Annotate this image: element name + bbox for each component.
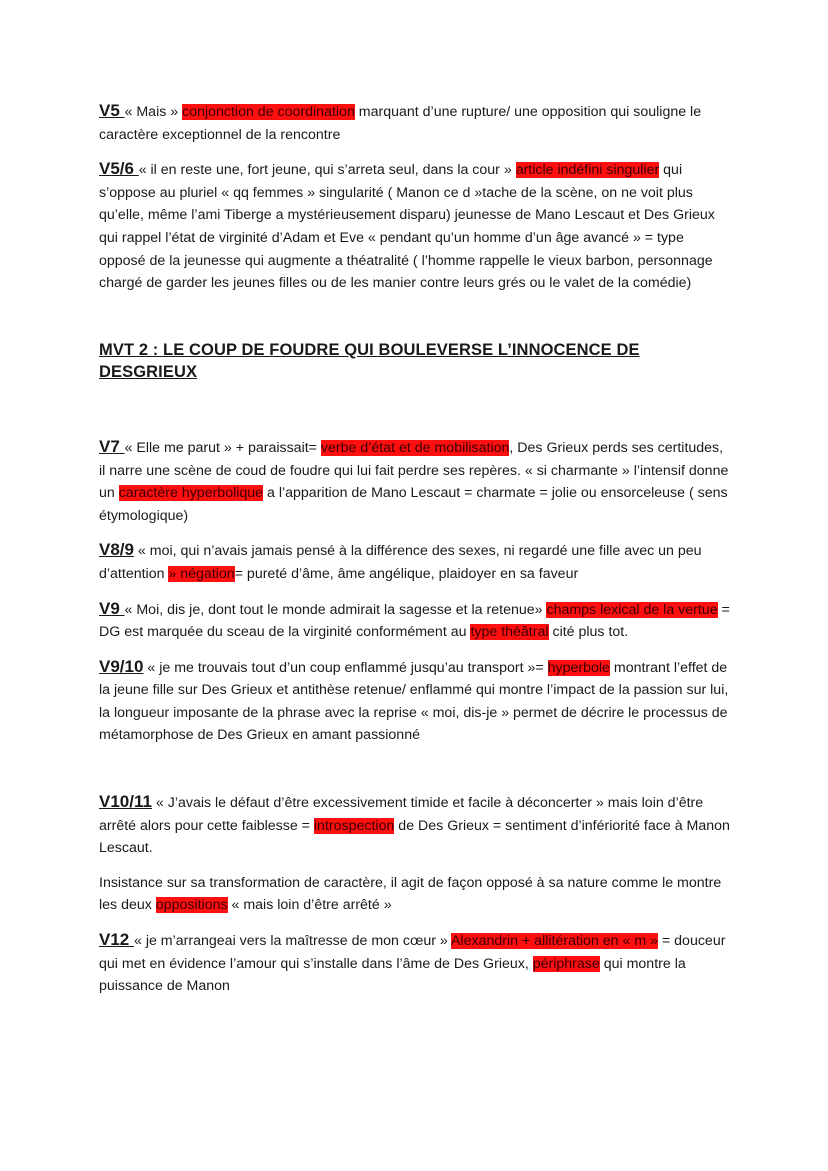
section-heading: MVT 2 : LE COUP DE FOUDRE QUI BOULEVERSE L’INNOCENCE DE DESGRIEUX <box>99 340 640 382</box>
text: « Moi, dis je, dont tout le monde admirait la sagesse et la retenue» <box>124 601 547 618</box>
text: montrant l’effet de la jeune fille sur Des Grieux et antithèse retenue/ enflammé qui montre l’impact de la passion sur lui, la longueur imposante de la phrase avec la reprise « moi, dis-je » permet de décrire le processus de métamorphose de Des Grieux en amant passionné <box>99 659 729 744</box>
highlight-verbe: verbe d’état et de mobilisation <box>320 439 510 456</box>
highlight-type-theatral: type théâtral <box>470 624 549 641</box>
text: = douceur qui met en évidence l’amour qui s’installe dans l’âme de Des Grieux, <box>99 933 726 972</box>
text: « mais loin d’être arrêté » <box>227 897 392 914</box>
paragraph-v5-6 <box>99 158 731 295</box>
verse-label-v5-6: V5/6 <box>99 159 139 179</box>
text: marquant d’une rupture/ une opposition qui souligne le caractère exceptionnel de la rencontre <box>99 104 702 143</box>
text: cité plus tot. <box>548 624 629 641</box>
verse-label-v12: V12 <box>99 930 134 950</box>
text: , Des Grieux perds ses certitudes, il narre une scène de coud de foudre qui lui fait perdre ses repères. « si charmante » l’intensif donne un <box>99 439 729 502</box>
text: « il en reste une, fort jeune, qui s’arreta seul, dans la cour » <box>138 162 516 179</box>
paragraph-v9 <box>99 598 731 644</box>
text: = DG est marquée du sceau de la virginité conformément au <box>99 601 730 641</box>
text: Insistance sur sa transformation de caractère, il agit de façon opposé à sa nature comme le montre les deux <box>99 874 722 914</box>
text: = pureté d’âme, âme angélique, plaidoyer en sa faveur <box>234 565 579 582</box>
verse-label-v9-10: V9/10 <box>99 656 144 676</box>
highlight-oppositions: oppositions <box>155 897 228 914</box>
text: « J’avais le défaut d’être excessivement timide et facile à déconcerter » mais loin d’être arrêté alors pour cette faiblesse = <box>99 795 704 834</box>
text: a l’apparition de Mano Lescaut = charmate = jolie ou ensorceleuse ( sens étymologique) <box>99 485 728 524</box>
spacer <box>99 759 731 791</box>
highlight-hyperbole: hyperbole <box>547 659 610 676</box>
text: qui s’oppose au pluriel « qq femmes » singularité ( Manon ce d »tache de la scène, on ne voit plus qu’elle, même l’ami Tiberge a mystérieusement disparu) jeunesse de Mano Lescaut et Des Grieux qui rappel l’état de virginité d’Adam et Eve « pendant qu’un homme d’un âge avancé » = type opposé de la jeunesse qui augmente a théatralité ( l’homme rappelle le vieux barbon, personnage chargé de garder les jeunes filles ou de les manier contre leurs grés ou le valet de la comédie) <box>99 162 715 292</box>
highlight-introspection: introspection <box>313 817 395 834</box>
highlight-champs-lexical: champs lexical de la vertue <box>546 601 718 618</box>
paragraph-v7 <box>99 436 731 527</box>
paragraph-v12 <box>99 929 731 998</box>
paragraph-v10-11 <box>99 791 731 860</box>
text: de Des Grieux = sentiment d’infériorité face à Manon Lescaut. <box>99 817 730 857</box>
text: qui montre la puissance de Manon <box>99 955 686 995</box>
verse-label-v8-9: V8/9 <box>99 540 134 560</box>
highlight-alexandrin: Alexandrin + allitération en « m » <box>450 933 658 950</box>
highlight-conjonction: conjonction de coordination <box>182 104 355 120</box>
document-body <box>99 100 731 1010</box>
verse-label-v10-11: V10/11 <box>99 792 152 812</box>
verse-label-v7: V7 <box>99 436 125 456</box>
paragraph-v5 <box>99 100 731 146</box>
paragraph-insistance <box>99 872 731 917</box>
highlight-negation: » négation <box>168 565 235 582</box>
text: « je me trouvais tout d’un coup enflammé jusqu’au transport »= <box>143 659 548 676</box>
verse-label-v9: V9 <box>99 598 125 618</box>
highlight-article: article indéfini singulier <box>515 162 660 179</box>
paragraph-v8-9 <box>99 539 731 585</box>
verse-label-v5: V5 <box>99 101 125 120</box>
text: « moi, qui n’avais jamais pensé à la différence des sexes, ni regardé une fille avec un peu d’attention <box>99 543 702 582</box>
text: « Mais » <box>124 104 183 120</box>
text: « Elle me parut » + paraissait= <box>124 439 321 456</box>
highlight-periphrase: périphrase <box>532 955 600 972</box>
highlight-hyperbolique: caractère hyperbolique <box>118 485 264 502</box>
paragraph-v9-10 <box>99 656 731 747</box>
text: « je m’arrangeai vers la maîtresse de mon cœur » <box>133 933 451 950</box>
